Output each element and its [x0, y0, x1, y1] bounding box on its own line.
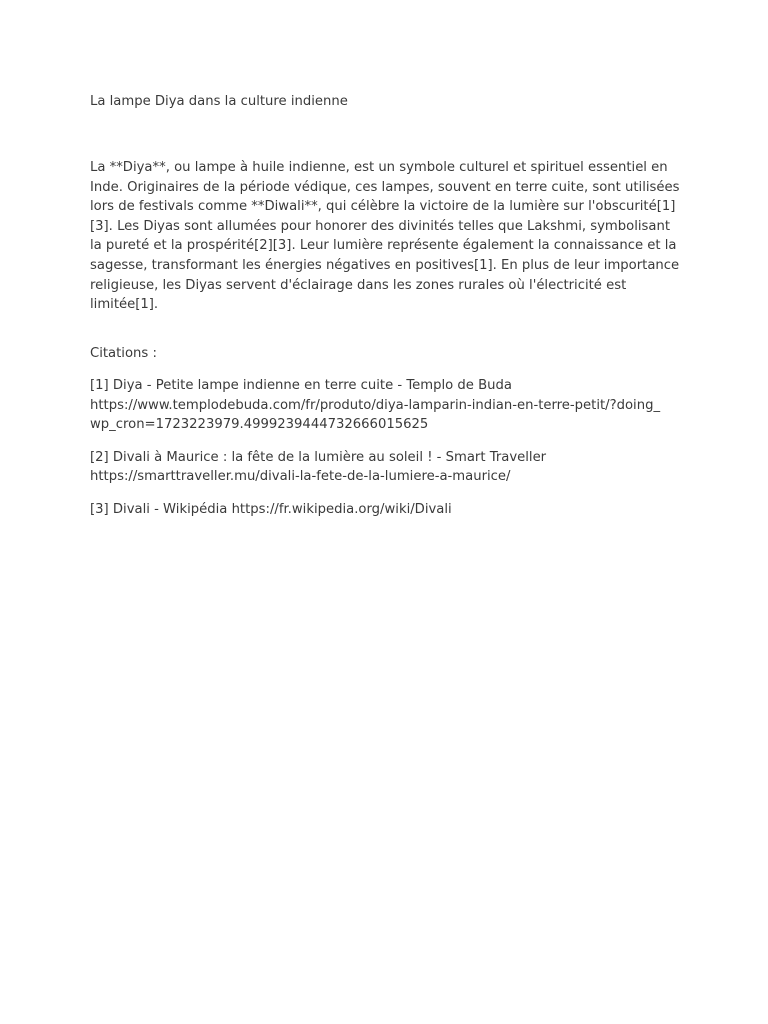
citation-item [90, 500, 670, 520]
body-paragraph: La **Diya**, ou lampe à huile indienne, est un symbole culturel et spirituel essentiel en Inde. Originaires de la période védique, ces lampes, souvent en terre cuite, sont utilisées lors de festivals comme **Diwali**, qui célèbre la victoire de la lumière sur l'obscurité[1][3]. Les Diyas sont allumées pour honorer des divinités telles que Lakshmi, symbolisant la pureté et la prospérité[2][3]. Leur lumière représente également la connaissance et la sagesse, transformant les énergies négatives en positives[1]. En plus de leur importance religieuse, les Diyas servent d'éclairage dans les zones rurales où l'électricité est limitée[1]. [90, 160, 680, 313]
document-title: La lampe Diya dans la culture indienne [90, 94, 348, 109]
citation-item [90, 376, 670, 435]
citation-url[interactable]: https://fr.wikipedia.org/wiki/Divali [231, 501, 452, 517]
citation-item [90, 448, 670, 487]
citation-url[interactable]: https://www.templodebuda.com/fr/produto/diya-lamparin-indian-en-terre-petit/?doing_wp_cron=1723223979.4999239444732666015625 [90, 397, 661, 433]
citation-title: [1] Diya - Petite lampe indienne en terre cuite - Templo de Buda [90, 378, 512, 393]
citation-title: [2] Divali à Maurice : la fête de la lumière au soleil ! - Smart Traveller [90, 449, 547, 465]
citations-heading: Citations : [90, 346, 157, 361]
citation-title: [3] Divali - Wikipédia [90, 501, 232, 517]
citations-list [90, 376, 670, 533]
citation-url[interactable]: https://smarttraveller.mu/divali-la-fete-de-la-lumiere-a-maurice/ [90, 469, 511, 485]
